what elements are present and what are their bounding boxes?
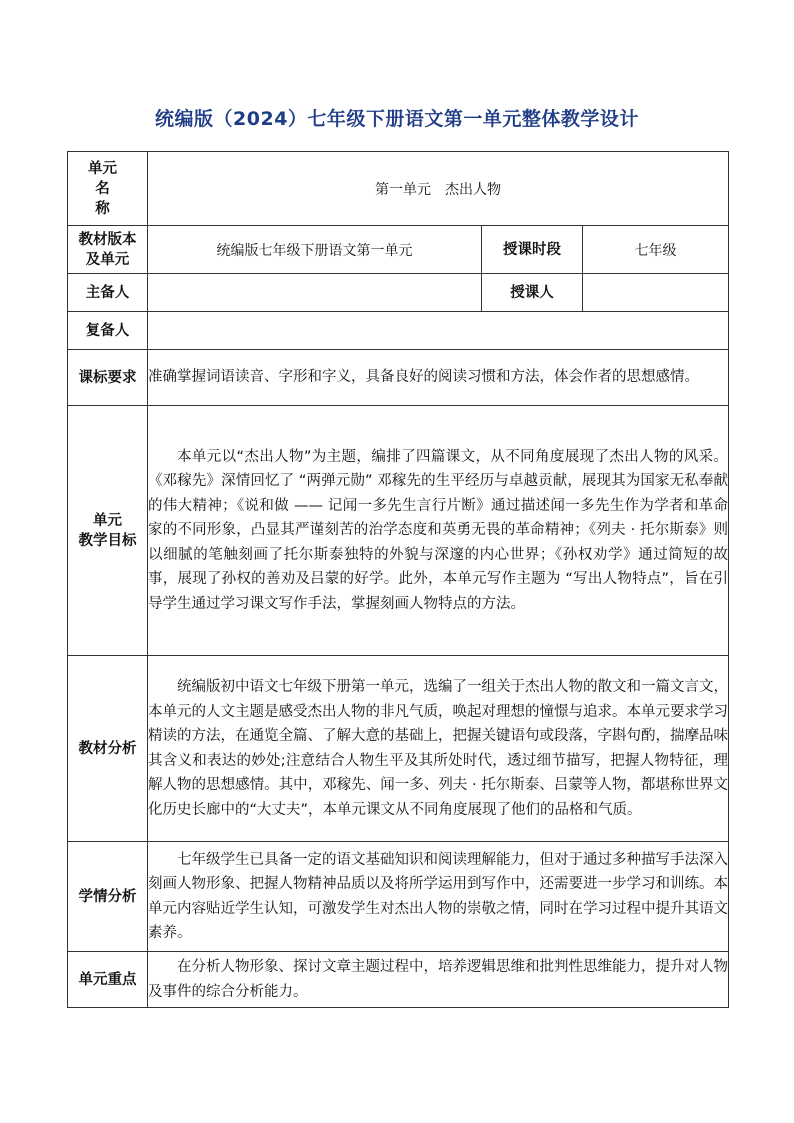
curriculum-text: 准确掌握词语读音、字形和字义，具备良好的阅读习惯和方法，体会作者的思想感情。 <box>148 350 729 406</box>
teacher-value[interactable] <box>583 274 729 312</box>
label-line: 及单元 <box>85 251 130 268</box>
period-label: 授课时段 <box>482 226 583 274</box>
goals-text: 本单元以“杰出人物”为主题，编排了四篇课文，从不同角度展现了杰出人物的风采。《邓稼先》深情回忆了 “两弹元勋” 邓稼先的生平经历与卓越贡献，展现其为国家无私奉献的伟大精神；《说和做 —— 记闻一多先生言行片断》通过描述闻一多先生作为学者和革命家的不同形象，凸显其严谨刻苦的治学态度和英勇无畏的革命精神；《列夫 · 托尔斯泰》则以细腻的笔触刻画了托尔斯泰独特的外貌与深邃的内心世界；《孙权劝学》通过简短的故事，展现了孙权的善劝及吕蒙的好学。此外，本单元写作主题为 “写出人物特点”，旨在引导学生通过学习课文写作手法，掌握刻画人物特点的方法。 <box>148 448 729 612</box>
row-textbook <box>68 226 729 274</box>
row-lead-preparer <box>68 274 729 312</box>
row-curriculum <box>68 350 729 406</box>
textbook-analysis-cell <box>148 656 729 842</box>
label-line: 名 <box>95 180 110 197</box>
row-goals <box>68 406 729 656</box>
row-key-points <box>68 952 729 1008</box>
row-co-preparer <box>68 312 729 350</box>
unit-name-label <box>68 152 148 226</box>
label-line: 教学目标 <box>78 532 137 549</box>
unit-name-value: 第一单元 杰出人物 <box>148 152 729 226</box>
row-unit-name <box>68 152 729 226</box>
student-analysis-label: 学情分析 <box>68 842 148 952</box>
goals-label <box>68 406 148 656</box>
key-points-text: 在分析人物形象、探讨文章主题过程中，培养逻辑思维和批判性思维能力，提升对人物及事件的综合分析能力。 <box>148 959 729 1000</box>
label-line: 单元 <box>93 512 122 529</box>
label-line: 单元 <box>88 160 117 177</box>
label-line: 称 <box>95 200 110 217</box>
textbook-analysis-text: 统编版初中语文七年级下册第一单元，选编了一组关于杰出人物的散文和一篇文言文，本单元的人文主题是感受杰出人物的非凡气质，唤起对理想的憧憬与追求。本单元要求学习精读的方法，在通览全篇、了解大意的基础上，把握关键语句或段落，字斟句酌，揣摩品味其含义和表达的妙处;注意结合人物生平及其所处时代，透过细节描写，把握人物特征，理解人物的思想感情。其中，邓稼先、闻一多、列夫 · 托尔斯泰、吕蒙等人物，都堪称世界文化历史长廊中的“大丈夫”，本单元课文从不同角度展现了他们的品格和气质。 <box>148 679 729 818</box>
teacher-label: 授课人 <box>482 274 583 312</box>
lead-preparer-label: 主备人 <box>68 274 148 312</box>
textbook-value: 统编版七年级下册语文第一单元 <box>148 226 482 274</box>
student-analysis-text: 七年级学生已具备一定的语文基础知识和阅读理解能力，但对于通过多种描写手法深入刻画人物形象、把握人物精神品质以及将所学运用到写作中，还需要进一步学习和训练。本单元内容贴近学生认知，可激发学生对杰出人物的崇敬之情，同时在学习过程中提升其语文素养。 <box>148 851 729 941</box>
lesson-plan-table <box>67 151 729 1008</box>
key-points-cell <box>148 952 729 1008</box>
key-points-label: 单元重点 <box>68 952 148 1008</box>
label-line: 教材版本 <box>78 231 137 248</box>
co-preparer-value[interactable] <box>148 312 729 350</box>
textbook-analysis-label: 教材分析 <box>68 656 148 842</box>
lead-preparer-value[interactable] <box>148 274 482 312</box>
curriculum-label: 课标要求 <box>68 350 148 406</box>
textbook-label <box>68 226 148 274</box>
row-textbook-analysis <box>68 656 729 842</box>
document-title: 统编版（2024）七年级下册语文第一单元整体教学设计 <box>155 108 639 130</box>
row-student-analysis <box>68 842 729 952</box>
period-value: 七年级 <box>583 226 729 274</box>
co-preparer-label: 复备人 <box>68 312 148 350</box>
goals-cell <box>148 406 729 656</box>
student-analysis-cell <box>148 842 729 952</box>
